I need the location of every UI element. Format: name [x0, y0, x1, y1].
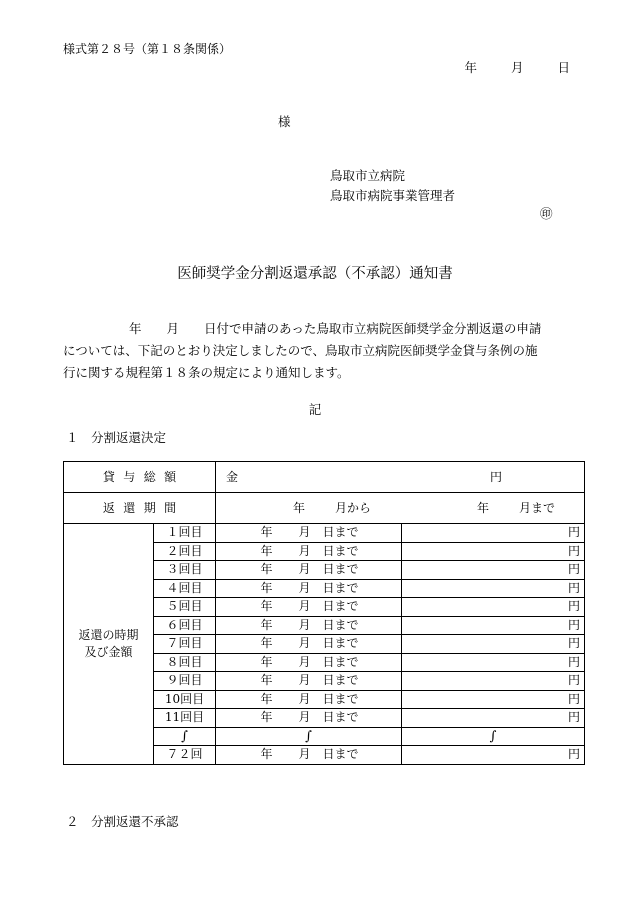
body-text — [63, 318, 583, 384]
row-month: 月 — [298, 562, 311, 577]
installment-amount: 円 — [402, 561, 585, 580]
installment-number: ９回目 — [154, 672, 216, 691]
document-title: 医師奨学金分割返還承認（不承認）通知書 — [177, 266, 453, 282]
body-line-3: 行に関する規程第１８条の規定により通知します。 — [63, 365, 350, 380]
ellipsis-mark: ∫ — [402, 727, 585, 746]
schedule-label-line-2: 及び金額 — [84, 644, 133, 659]
ellipsis-mark: ∫ — [216, 727, 402, 746]
total-loan-row — [64, 462, 585, 493]
body-line-1: 年 月 日付で申請のあった鳥取市立病院医師奨学金分割返還の申請 — [129, 321, 542, 336]
installment-number: ４回目 — [154, 579, 216, 598]
installment-date — [216, 561, 402, 580]
period-label: 返還期間 — [64, 493, 216, 524]
sender-manager: 鳥取市病院事業管理者 — [330, 188, 456, 203]
installment-amount: 円 — [402, 635, 585, 654]
installment-amount: 円 — [402, 524, 585, 543]
installment-date — [216, 579, 402, 598]
period-from — [216, 500, 400, 517]
section-1-heading: １ 分割返還決定 — [66, 430, 167, 445]
period-row — [64, 493, 585, 524]
row-until-day: 日まで — [322, 525, 359, 540]
table-row — [64, 524, 585, 543]
row-year: 年 — [260, 580, 273, 595]
row-year: 年 — [260, 617, 273, 632]
row-month: 月 — [298, 636, 311, 651]
installment-date — [216, 598, 402, 617]
row-until-day: 日まで — [322, 599, 359, 614]
total-loan-label: 貸与総額 — [64, 462, 216, 493]
row-month: 月 — [298, 710, 311, 725]
date-day: 日 — [557, 60, 570, 75]
installment-date — [216, 709, 402, 728]
period-value — [216, 493, 585, 524]
installment-amount: 円 — [402, 690, 585, 709]
row-year: 年 — [260, 599, 273, 614]
row-month: 月 — [298, 525, 311, 540]
section-2-heading: ２ 分割返還不承認 — [66, 814, 179, 829]
installment-date — [216, 616, 402, 635]
installment-table — [63, 461, 585, 765]
seal-mark: ㊞ — [540, 206, 553, 221]
row-until-day: 日まで — [322, 747, 359, 762]
installment-date — [216, 672, 402, 691]
row-until-day: 日まで — [322, 654, 359, 669]
installment-number: １回目 — [154, 524, 216, 543]
period-to-month: 月まで — [518, 500, 555, 515]
installment-date — [216, 635, 402, 654]
row-month: 月 — [298, 617, 311, 632]
date-year: 年 — [464, 60, 477, 75]
installment-number: ８回目 — [154, 653, 216, 672]
row-month: 月 — [298, 543, 311, 558]
row-month: 月 — [298, 691, 311, 706]
installment-number: ６回目 — [154, 616, 216, 635]
row-year: 年 — [260, 747, 273, 762]
row-until-day: 日まで — [322, 580, 359, 595]
total-yen: 円 — [489, 469, 502, 484]
installment-number: ３回目 — [154, 561, 216, 580]
form-number: 様式第２８号（第１８条関係） — [63, 42, 232, 56]
row-month: 月 — [298, 599, 311, 614]
installment-date — [216, 524, 402, 543]
row-year: 年 — [260, 636, 273, 651]
row-month: 月 — [298, 580, 311, 595]
row-year: 年 — [260, 562, 273, 577]
row-year: 年 — [260, 673, 273, 688]
period-to-year: 年 — [476, 500, 489, 515]
row-until-day: 日まで — [322, 636, 359, 651]
installment-amount: 円 — [402, 653, 585, 672]
addressee-suffix: 様 — [278, 114, 291, 129]
installment-amount: 円 — [402, 579, 585, 598]
installment-date — [216, 653, 402, 672]
row-month: 月 — [298, 747, 311, 762]
row-year: 年 — [260, 525, 273, 540]
date-month: 月 — [510, 60, 524, 75]
row-until-day: 日まで — [322, 617, 359, 632]
body-line-2: については、下記のとおり決定しましたので、鳥取市立病院医師奨学金貸与条例の施 — [63, 343, 538, 358]
installment-amount: 円 — [402, 616, 585, 635]
installment-number: 10回目 — [154, 690, 216, 709]
row-month: 月 — [298, 673, 311, 688]
installment-date — [216, 746, 402, 765]
installment-number: ７２回 — [154, 746, 216, 765]
installment-amount: 円 — [402, 746, 585, 765]
row-year: 年 — [260, 710, 273, 725]
row-until-day: 日まで — [322, 691, 359, 706]
installment-amount: 円 — [402, 709, 585, 728]
period-from-month: 月から — [334, 500, 371, 515]
row-until-day: 日まで — [322, 673, 359, 688]
row-until-day: 日まで — [322, 562, 359, 577]
installment-number: ２回目 — [154, 542, 216, 561]
row-year: 年 — [260, 543, 273, 558]
row-month: 月 — [298, 654, 311, 669]
row-until-day: 日まで — [322, 543, 359, 558]
sender-hospital: 鳥取市立病院 — [330, 168, 406, 183]
installment-amount: 円 — [402, 542, 585, 561]
total-loan-value — [216, 462, 585, 493]
kin-label: 金 — [226, 469, 239, 484]
installment-date — [216, 542, 402, 561]
installment-number: ７回目 — [154, 635, 216, 654]
date-line — [464, 58, 570, 76]
period-to — [400, 500, 584, 517]
installment-amount: 円 — [402, 598, 585, 617]
installment-number: 11回目 — [154, 709, 216, 728]
period-from-year: 年 — [292, 500, 305, 515]
ellipsis-mark: ∫ — [154, 727, 216, 746]
schedule-label-line-1: 返還の時期 — [78, 627, 139, 642]
installment-amount: 円 — [402, 672, 585, 691]
schedule-label — [64, 524, 154, 765]
row-until-day: 日まで — [322, 710, 359, 725]
installment-date — [216, 690, 402, 709]
row-year: 年 — [260, 691, 273, 706]
installment-number: ５回目 — [154, 598, 216, 617]
ki-heading: 記 — [308, 402, 322, 417]
row-year: 年 — [260, 654, 273, 669]
